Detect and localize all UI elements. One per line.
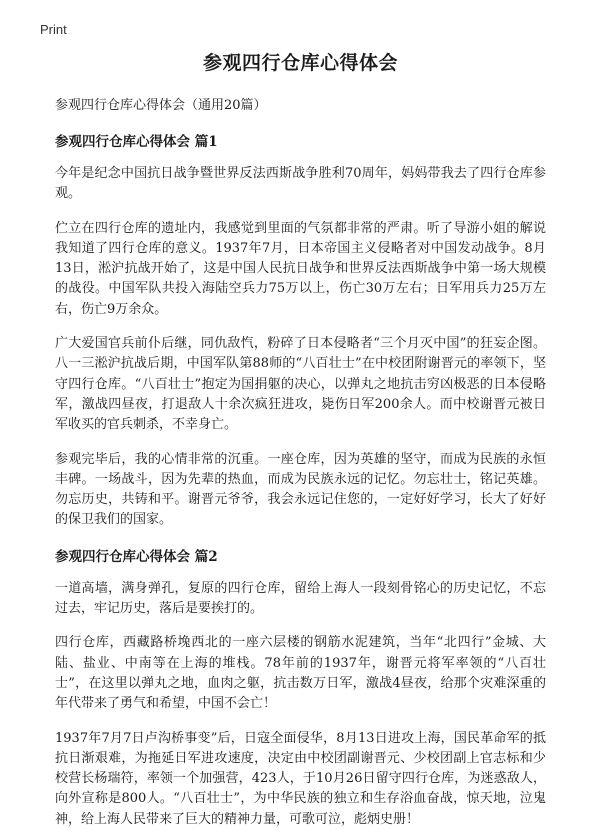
section-1	[55, 132, 546, 531]
paragraph: 1937年7月7日卢沟桥事变”后，日寇全面侵华，8月13日进攻上海，国民革命军的抵抗日渐艰难，为拖延日军进攻速度，决定由中校团副谢晋元、少校团副上官志标和少校营长杨瑞符，率领一个加强营，423人，于10月26日留守四行仓库，为迷惑敌人，向外宣称是800人。“八百壮士”，为中华民族的独立和生存浴血奋战，惊天地，泣鬼神，给上海人民带来了巨大的精神力量，可歌可泣，彪炳史册！	[55, 730, 546, 827]
paragraph: 今年是纪念中国抗日战争暨世界反法西斯战争胜利70周年，妈妈带我去了四行仓库参观。	[55, 166, 546, 202]
paragraph: 一道高墙，满身弹孔，复原的四行仓库，留给上海人一段刻骨铭心的历史记忆，不忘过去，牢记历史，落后是要挨打的。	[55, 580, 546, 617]
paragraph: 伫立在四行仓库的遗址内，我感觉到里面的气氛都非常的严肃。听了导游小姐的解说我知道了四行仓库的意义。1937年7月，日本帝国主义侵略者对中国发动战争。8月13日，淞沪抗战开始了，这是中国人民抗日战争和世界反法西斯战争中第一场大规模的战役。中国军队共投入海陆空兵力75万以上，伤亡30万左右；日军用兵力25万左右，伤亡9万余众。	[55, 220, 546, 317]
document-subtitle: 参观四行仓库心得体会（通用20篇）	[55, 98, 267, 113]
paragraph: 参观完毕后，我的心情非常的沉重。一座仓库，因为英雄的坚守，而成为民族的永恒丰碑。一场战斗，因为先辈的热血，而成为民族永远的记忆。勿忘壮士，铭记英雄。勿忘历史，共铸和平。谢晋元爷爷，我会永远记住您的，一定好好学习，长大了好好的保卫我们的国家。	[55, 451, 546, 528]
paragraph: 四行仓库，西藏路桥堍西北的一座六层楼的钢筋水泥建筑，当年“北四行”金城、大陆、盐业、中南等在上海的堆栈。78年前的1937年，谢晋元将军率领的“八百壮士”，在这里以弹丸之地，血肉之躯，抗击数万日军，激战4昼夜，给那个灾难深重的年代带来了勇气和希望，中国不会亡！	[55, 635, 546, 712]
section-heading: 参观四行仓库心得体会 篇1	[55, 134, 218, 150]
print-link[interactable]: Print	[40, 22, 67, 37]
document-title: 参观四行仓库心得体会	[202, 52, 398, 74]
paragraph: 广大爱国官兵前仆后继，同仇敌忾，粉碎了日本侵略者“三个月灭中国”的狂妄企图。八一三淞沪抗战后期，中国军队第88师的“八百壮士”在中校团附谢晋元的率领下，坚守四行仓库。“八百壮士”抱定为国捐躯的决心，以弹丸之地抗击穷凶极恶的日本侵略军，激战四昼夜，打退敌人十余次疯狂进攻，毙伤日军200余人。而中校谢晋元被日军收买的官兵刺杀，不幸身亡。	[55, 336, 546, 433]
section-heading: 参观四行仓库心得体会 篇2	[55, 548, 218, 565]
section-2	[55, 547, 546, 830]
